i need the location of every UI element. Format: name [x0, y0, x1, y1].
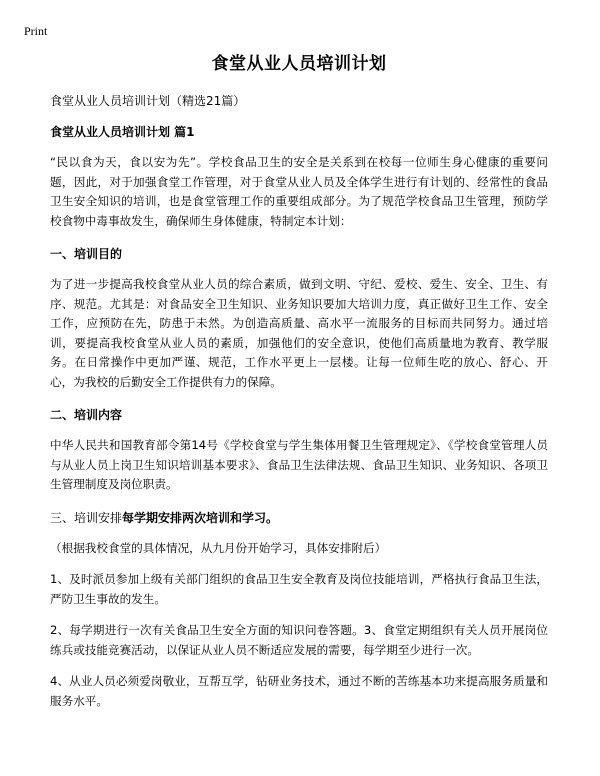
- list-item: 1、及时派员参加上级有关部门组织的食品卫生安全教育及岗位技能培训，严格执行食品卫生法，严防卫生事故的发生。: [50, 572, 548, 606]
- intro-paragraph: “民以食为天，食以安为先”。学校食品卫生的安全是关系到在校每一位师生身心健康的重要问题，因此，对于加强食堂工作管理，对于食堂从业人员及全体学生进行有计划的、经常性的食品卫生安全知识的培训，也是食堂管理工作的重要组成部分。为了规范学校食品卫生管理，预防学校食物中毒事故发生，确保师生身体健康，特制定本计划：: [50, 155, 548, 228]
- section-paragraph-purpose: 为了进一步提高我校食堂从业人员的综合素质，做到文明、守纪、爱校、爱生、安全、卫生、有序、规范。尤其是：对食品安全卫生知识、业务知识要加大培训力度，真正做好卫生工作、安全工作，应预防在先，防患于未然。为创造高质量、高水平一流服务的目标而共同努力。通过培训，要提高我校食堂从业人员的素质，加强他们的安全意识，使他们高质量地为教育、教学服务。在日常操作中更加严谨、规范，工作水平更上一层楼。让每一位师生吃的放心、舒心、开心，为我校的后勤安全工作提供有力的保障。: [50, 277, 548, 389]
- section-heading-purpose: 一、培训目的: [50, 247, 123, 261]
- section-heading-schedule-text: 每学期安排两次培训和学习。: [122, 510, 279, 525]
- schedule-note: （根据我校食堂的具体情况，从九月份开始学习，具体安排附后）: [50, 540, 387, 555]
- list-item: 4、从业人员必须爱岗敬业，互帮互学，钻研业务技术，通过不断的苦练基本功来提高服务质量和服务水平。: [50, 674, 548, 708]
- print-link[interactable]: Print: [24, 24, 48, 38]
- page-title: 食堂从业人员培训计划: [211, 54, 387, 74]
- section-heading-schedule: [50, 509, 548, 527]
- section-paragraph-content: 中华人民共和国教育部令第14号《学校食堂与学生集体用餐卫生管理规定》、《学校食堂管理人员与从业人员上岗卫生知识培训基本要求》、食品卫生法律法规、食品卫生知识、业务知识、各项卫生管理制度及岗位职责。: [50, 438, 548, 491]
- document-body: [50, 52, 548, 711]
- part-title: 食堂从业人员培训计划 篇1: [50, 125, 195, 139]
- section-heading-content: 二、培训内容: [50, 408, 123, 422]
- list-item: 2、每学期进行一次有关食品卫生安全方面的知识问卷答题。3、食堂定期组织有关人员开展岗位练兵或技能竞赛活动，以保证从业人员不断适应发展的需要，每学期至少进行一次。: [50, 623, 548, 657]
- section-heading-schedule-label: 三、培训安排: [50, 510, 123, 525]
- document-subtitle: 食堂从业人员培训计划（精选21篇）: [50, 94, 246, 108]
